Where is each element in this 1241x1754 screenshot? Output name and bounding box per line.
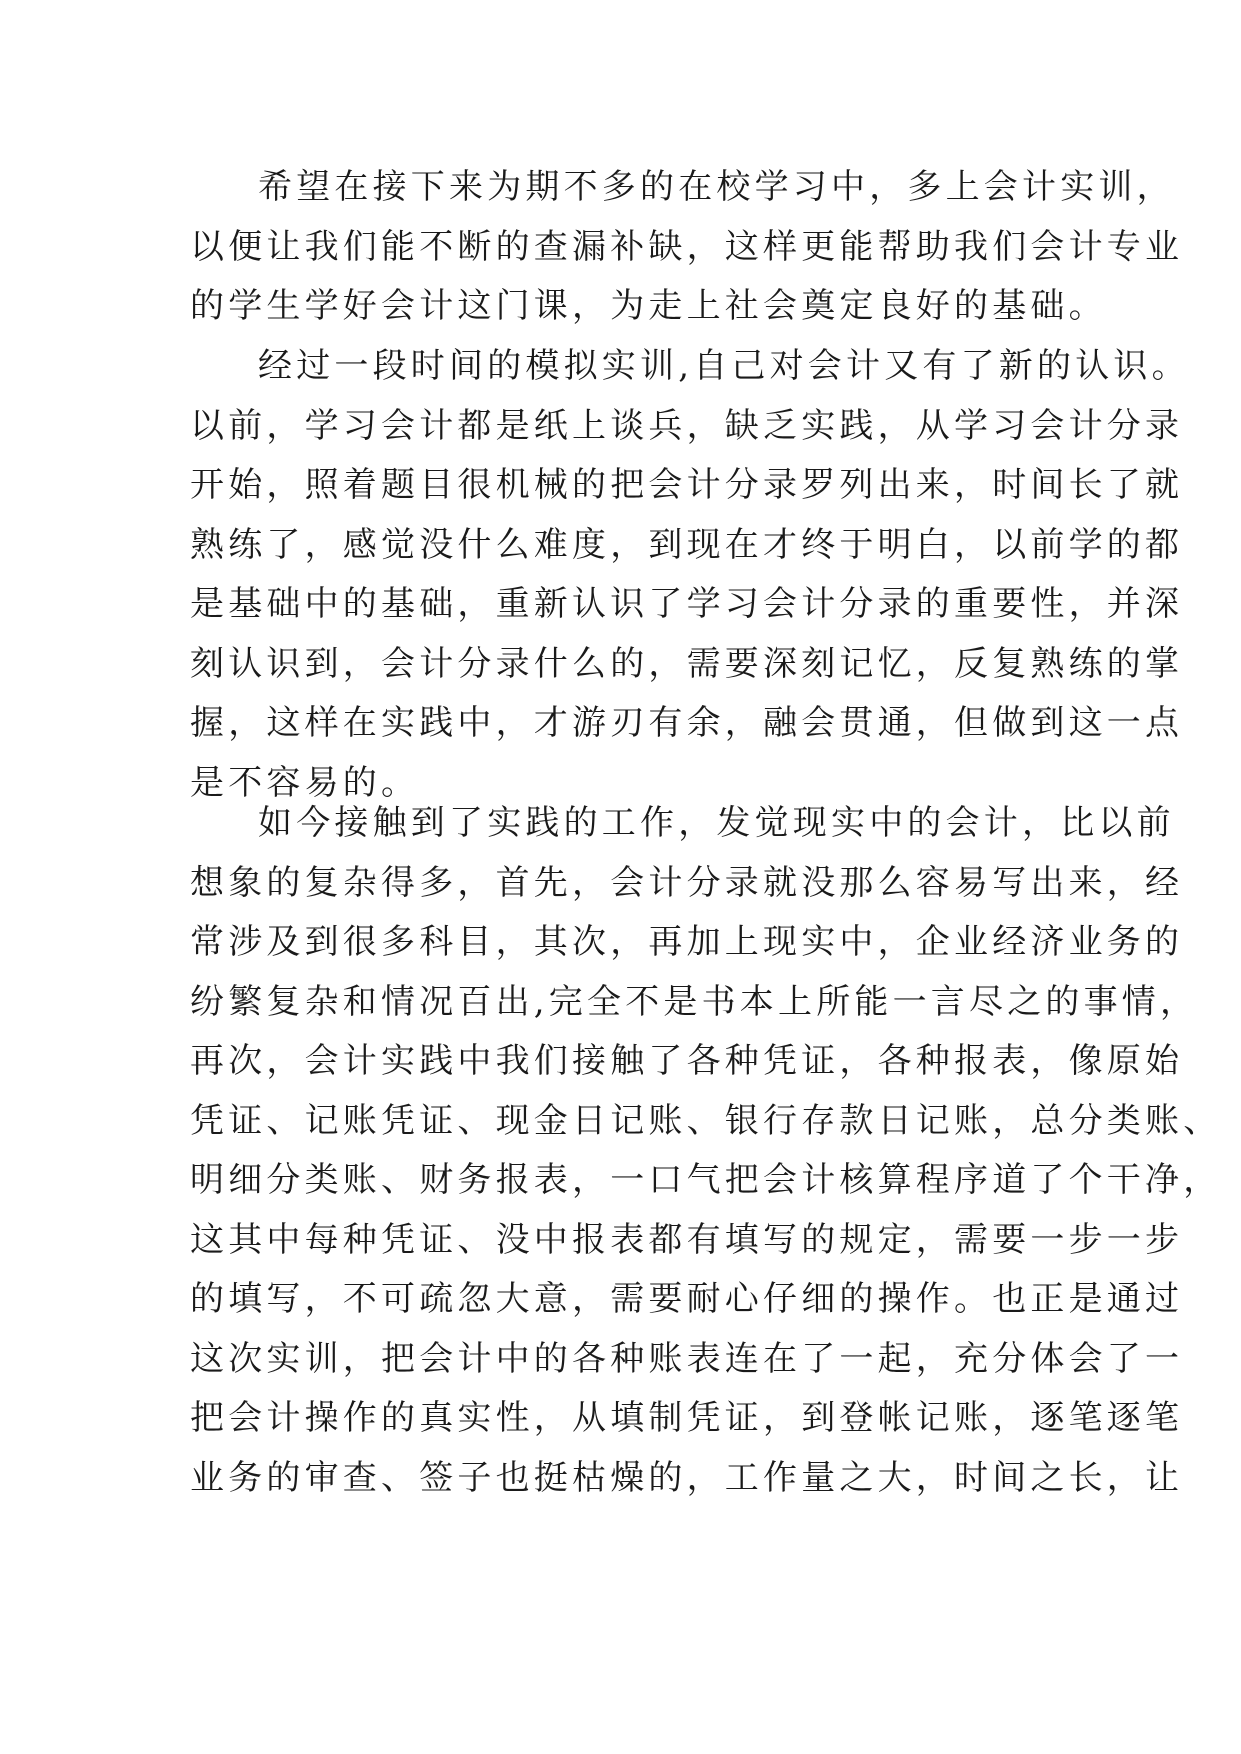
paragraph-line: 是基础中的基础，重新认识了学习会计分录的重要性，并深 — [190, 584, 1184, 624]
paragraph-3 — [190, 794, 1222, 1508]
paragraph-line: 的填写，不可疏忽大意，需要耐心仔细的操作。也正是通过 — [190, 1279, 1184, 1319]
paragraph-line: 常涉及到很多科目，其次，再加上现实中，企业经济业务的 — [190, 922, 1184, 962]
paragraph-line: 开始，照着题目很机械的把会计分录罗列出来，时间长了就 — [190, 465, 1184, 505]
paragraph-line: 再次，会计实践中我们接触了各种凭证，各种报表，像原始 — [190, 1041, 1184, 1081]
paragraph-line: 刻认识到，会计分录什么的，需要深刻记忆，反复熟练的掌 — [190, 643, 1184, 684]
paragraph-line: 想象的复杂得多，首先，会计分录就没那么容易写出来，经 — [190, 862, 1184, 903]
paragraph-line: 业务的审查、签子也挺枯燥的，工作量之大，时间之长，让 — [190, 1457, 1184, 1498]
paragraph-1 — [190, 158, 1184, 337]
paragraph-line: 如今接触到了实践的工作，发觉现实中的会计，比以前 — [258, 803, 1175, 843]
paragraph-line: 希望在接下来为期不多的在校学习中，多上会计实训， — [258, 167, 1175, 207]
paragraph-line: 以前，学习会计都是纸上谈兵，缺乏实践，从学习会计分录 — [190, 405, 1184, 446]
paragraph-line: 经过一段时间的模拟实训,自己对会计又有了新的认识。 — [258, 346, 1190, 386]
paragraph-2 — [190, 337, 1190, 813]
paragraph-line: 以便让我们能不断的查漏补缺，这样更能帮助我们会计专业 — [190, 226, 1184, 267]
paragraph-line: 是不容易的。 — [190, 762, 420, 803]
paragraph-line: 明细分类账、财务报表，一口气把会计核算程序道了个干净， — [190, 1160, 1222, 1200]
paragraph-line: 这次实训，把会计中的各种账表连在了一起，充分体会了一 — [190, 1338, 1184, 1379]
paragraph-line: 把会计操作的真实性，从填制凭证，到登帐记账，逐笔逐笔 — [190, 1398, 1184, 1438]
paragraph-line: 凭证、记账凭证、现金日记账、银行存款日记账，总分类账、 — [190, 1100, 1222, 1141]
paragraph-line: 的学生学好会计这门课，为走上社会奠定良好的基础。 — [190, 286, 1107, 326]
paragraph-line: 握，这样在实践中，才游刃有余，融会贯通，但做到这一点 — [190, 703, 1184, 743]
paragraph-line: 熟练了，感觉没什么难度，到现在才终于明白，以前学的都 — [190, 524, 1184, 565]
paragraph-line: 这其中每种凭证、没中报表都有填写的规定，需要一步一步 — [190, 1219, 1184, 1260]
paragraph-line: 纷繁复杂和情况百出,完全不是书本上所能一言尽之的事情， — [190, 981, 1199, 1022]
